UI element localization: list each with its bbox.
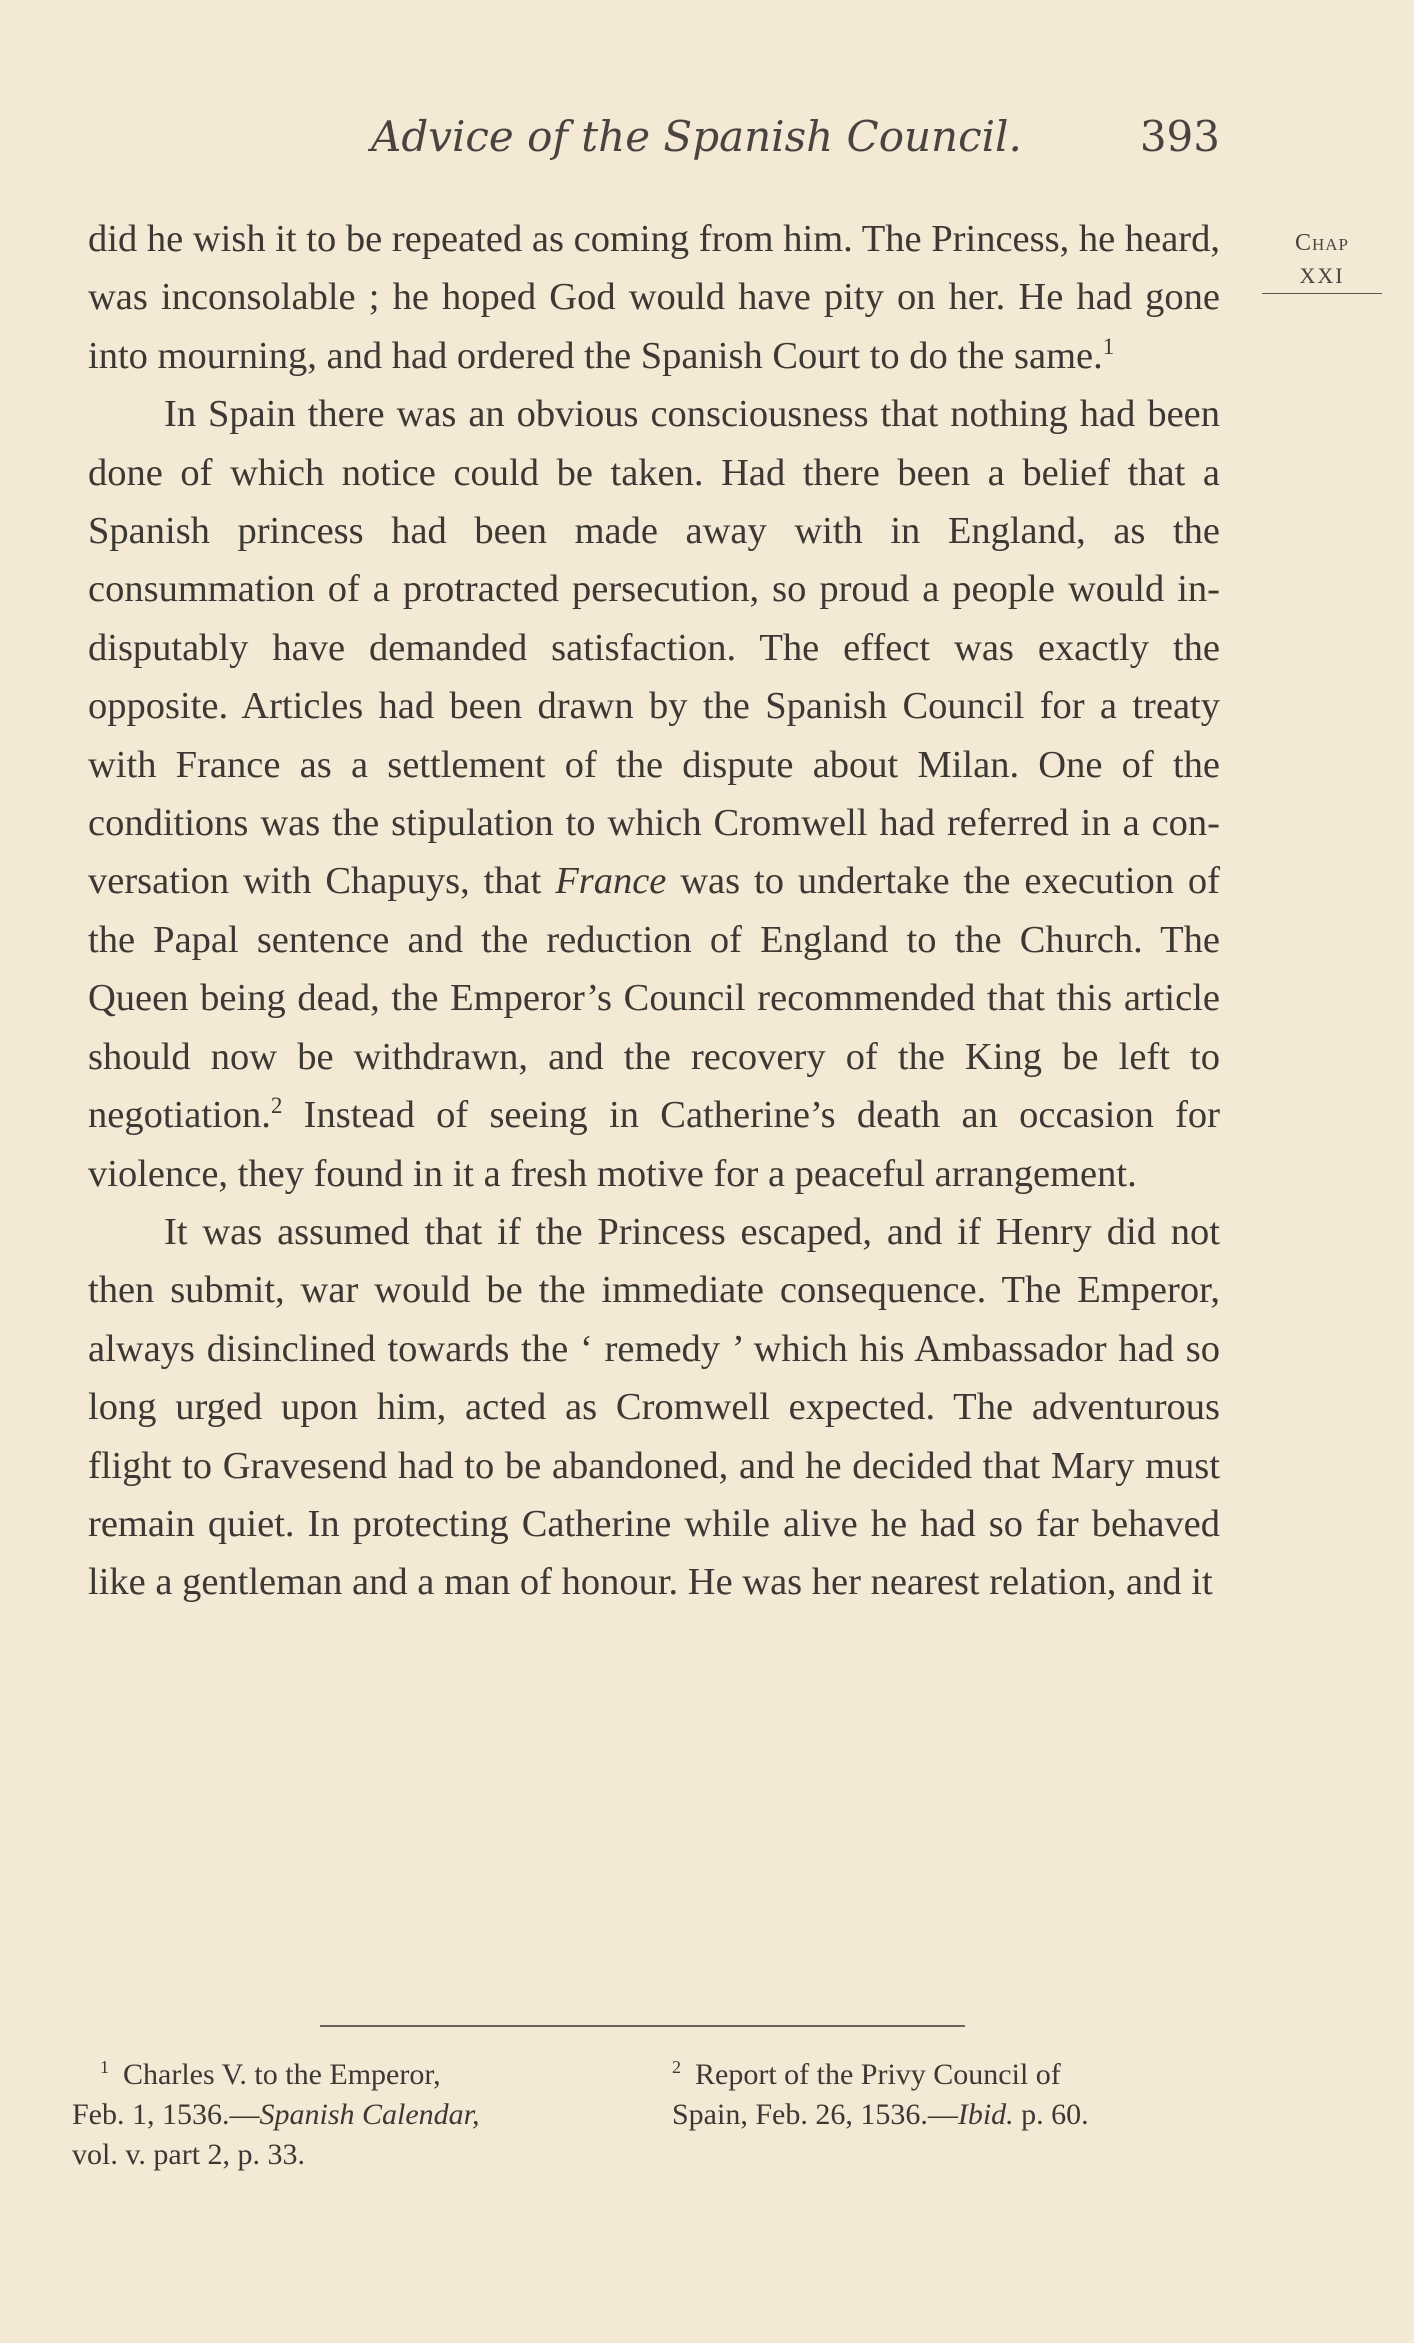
text-segment: Report of the Privy Council of: [695, 2058, 1061, 2091]
footnote-reference: 1: [1102, 332, 1115, 359]
italic-text: Ibid.: [957, 2098, 1014, 2131]
text-segment: Feb. 1, 1536.—: [72, 2098, 260, 2131]
text-segment: vol. v. part 2, p. 33.: [72, 2138, 306, 2171]
italic-text: Spanish Calendar,: [259, 2098, 480, 2131]
body-text: [88, 210, 1220, 1612]
text-segment: p. 60.: [1013, 2098, 1089, 2131]
footnote-line: [72, 2095, 657, 2135]
footnote-line: [672, 2095, 1232, 2135]
footnote-line: [72, 2135, 657, 2175]
footnote-line: [672, 2055, 1232, 2095]
paragraph: [88, 385, 1220, 1203]
text-segment: was to undertake the execution of the Papal sentence and the reduction of England to the Church. The Queen being dead, the Emperor’s Council recommended that this article should now be withdrawn, and the recovery of the King be left to negotiation.: [88, 860, 1220, 1137]
paragraph: [88, 210, 1220, 385]
footnote: [72, 2055, 657, 2175]
footnote-mark: 1: [100, 2057, 109, 2077]
running-title: Advice of the Spanish Council.: [371, 112, 1022, 161]
running-head: [88, 112, 1220, 172]
footnote-divider: [320, 2025, 965, 2027]
text-segment: Spain, Feb. 26, 1536.—: [672, 2098, 958, 2131]
chapter-number: XXI: [1262, 263, 1382, 294]
footnote-line: [72, 2055, 657, 2095]
footnote: [672, 2055, 1232, 2135]
footnote-reference: 2: [270, 1092, 283, 1119]
footnote-mark: 2: [672, 2057, 681, 2077]
chapter-label: Chap: [1294, 230, 1350, 256]
paragraph: [88, 1203, 1220, 1612]
chapter-margin-note: [1262, 230, 1382, 294]
page-number: 393: [1139, 112, 1220, 161]
text-segment: Instead of seeing in Catherine’s death an occasion for violence, they found in it a fresh motive for a peaceful arrangement.: [88, 1094, 1220, 1195]
text-segment: Charles V. to the Emperor,: [123, 2058, 441, 2091]
text-segment: It was assumed that if the Princess escaped, and if Henry did not then submit, war would be the immediate consequence. The Emperor, always disinclined towards the ‘ remedy ’ which his Ambassador had so long urged upon him, acted as Cromwell expected. The adventurous flight to Gravesend had to be abandoned, and he decided that Mary must remain quiet. In protecting Catherine while alive he had so far behaved like a gentleman and a man of honour. He was her nearest relation, and it: [88, 1210, 1220, 1604]
text-segment: In Spain there was an obvious consciousness that nothing had been done of which notice could be taken. Had there been a belief that a Spanish princess had been made away with in England, as the consummation of a protracted persecution, so proud a people would in- disputably have demanded satisfaction. The effect was exactly the opposite. Articles had been drawn by the Spanish Council for a treaty with France as a settlement of the dispute about Milan. One of the conditions was the stipulation to which Cromwell had referred in a con- versation with Chapuys, that: [88, 393, 1220, 903]
italic-text: France: [555, 860, 667, 903]
text-segment: did he wish it to be repeated as coming from him. The Princess, he heard, was inconsolable ; he hoped God would have pity on her. He had gone into mourning, and had ordered the Spanish Court to do the same.: [88, 218, 1220, 377]
